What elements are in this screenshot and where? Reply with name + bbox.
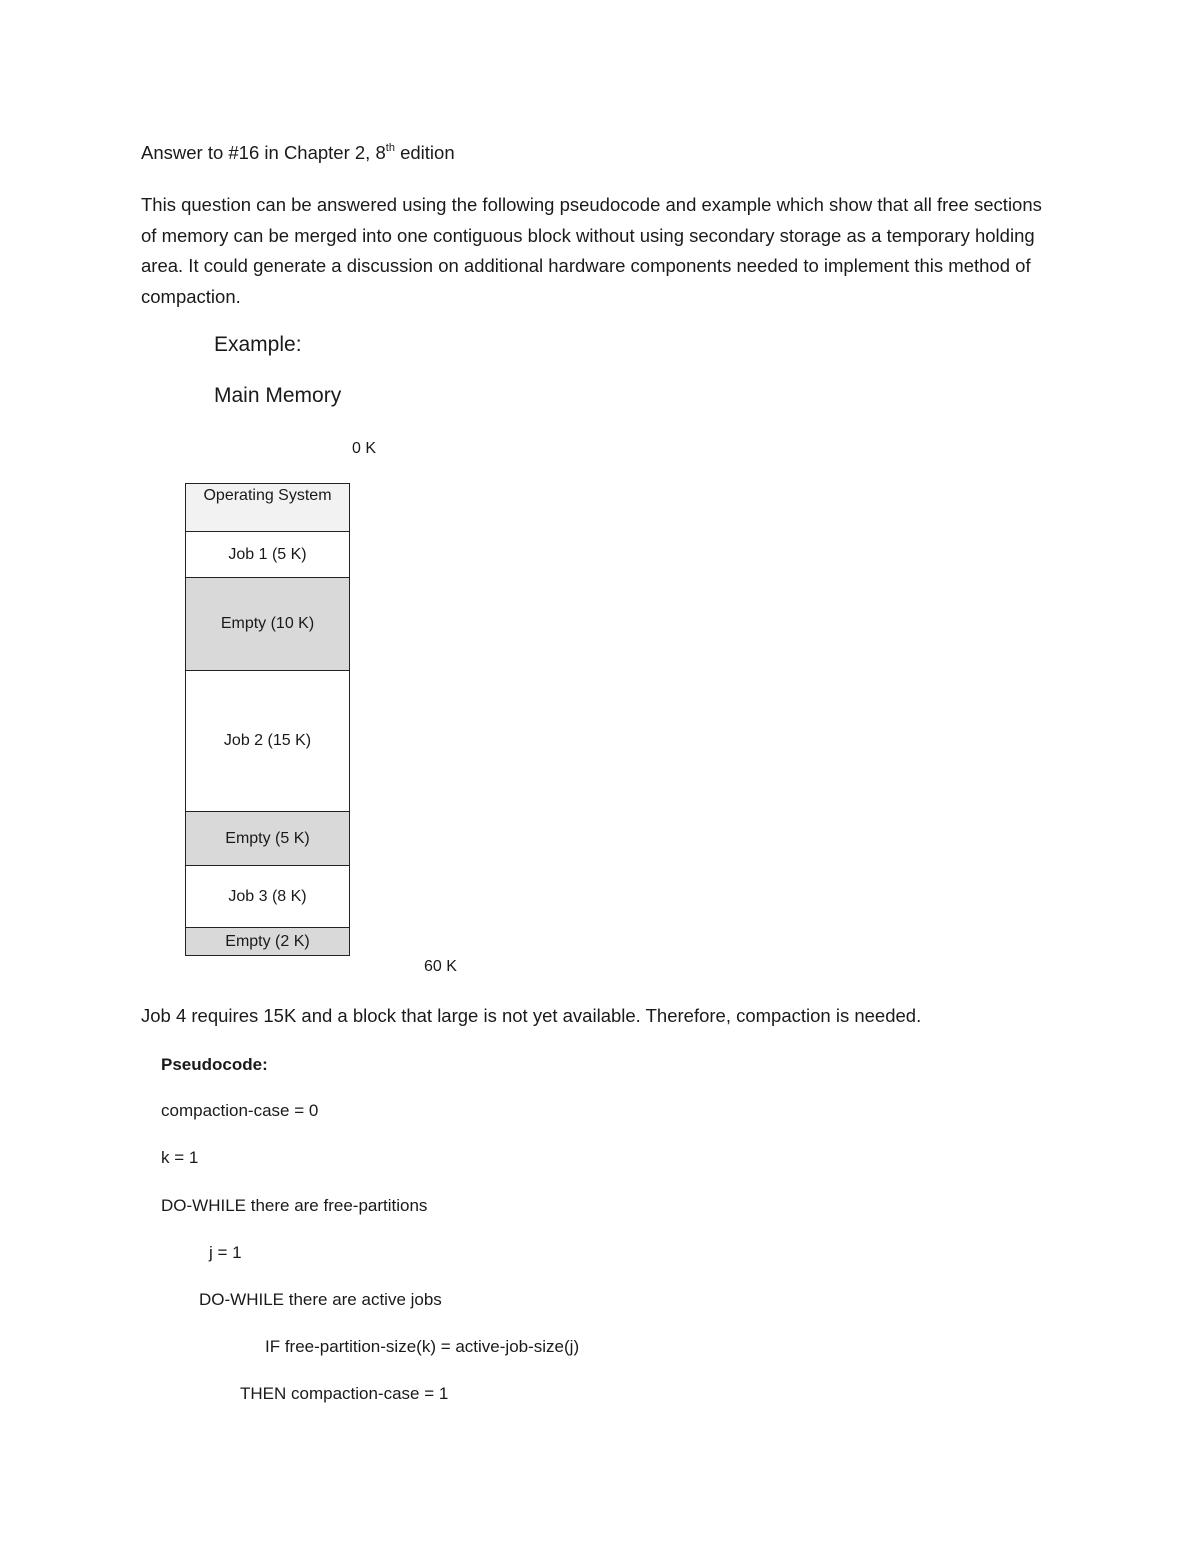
memory-block-job-3	[185, 865, 350, 928]
pseudocode-line: k = 1	[161, 1148, 199, 1167]
pseudocode-line: DO-WHILE there are active jobs	[199, 1290, 442, 1309]
job4-note: Job 4 requires 15K and a block that large is not yet available. Therefore, compaction is needed.	[141, 1005, 922, 1026]
memory-block-operating-system	[185, 483, 350, 533]
pseudocode-title: Pseudocode:	[161, 1055, 268, 1074]
pseudocode-line: THEN compaction-case = 1	[240, 1384, 449, 1403]
memory-block-empty-10k	[185, 577, 350, 671]
pseudocode-line: compaction-case = 0	[161, 1101, 319, 1120]
end-address-label: 60 K	[424, 958, 457, 975]
memory-block-label: Empty (5 K)	[225, 829, 310, 847]
main-memory-label: Main Memory	[214, 384, 342, 407]
memory-block-label: Empty (10 K)	[220, 615, 315, 632]
memory-map-diagram	[185, 483, 350, 957]
memory-block-label: Job 1 (5 K)	[228, 545, 307, 563]
heading-prefix: Answer to #16 in Chapter 2, 8	[141, 142, 386, 163]
memory-block-label: Empty (2 K)	[225, 932, 310, 950]
memory-block-label: Job 3 (8 K)	[228, 887, 307, 905]
pseudocode-line: j = 1	[209, 1243, 242, 1262]
pseudocode-line: DO-WHILE there are free-partitions	[161, 1196, 428, 1215]
memory-block-label: Operating System	[203, 487, 332, 504]
memory-block-label: Job 2 (15 K)	[223, 732, 312, 749]
heading-superscript: th	[385, 141, 395, 154]
example-label: Example:	[214, 333, 302, 356]
start-address-label: 0 K	[352, 440, 377, 457]
intro-paragraph: This question can be answered using the following pseudocode and example which show that all free sections of memory can be merged into one contiguous block without using secondary storage as a temporary holding area. It could generate a discussion on additional hardware components needed to implement this method of compaction.	[141, 194, 1042, 307]
document-heading	[141, 142, 455, 164]
memory-block-job-1	[185, 531, 350, 578]
memory-block-job-2	[185, 670, 350, 812]
heading-suffix: edition	[394, 142, 455, 163]
memory-block-empty-5k	[185, 811, 350, 866]
memory-block-empty-2k	[185, 927, 350, 956]
pseudocode-line: IF free-partition-size(k) = active-job-size(j)	[265, 1337, 580, 1356]
